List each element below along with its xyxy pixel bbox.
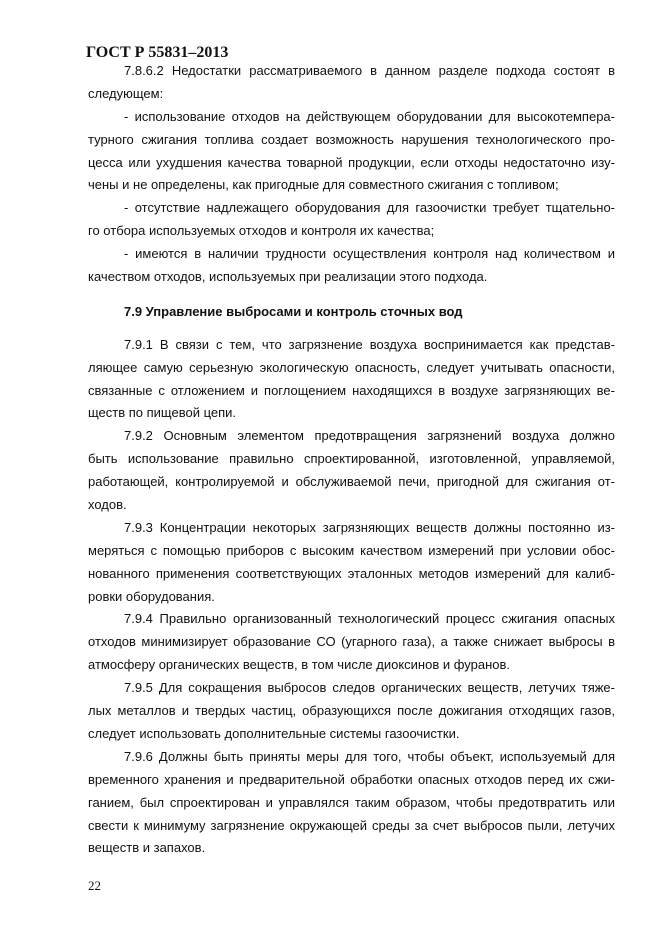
text-line: ществ по пищевой цепи.: [88, 405, 237, 421]
text-line: - отсутствие надлежащего оборудования для газоочистки требует тщательно-: [124, 200, 615, 216]
text-line: лых металлов и твердых частиц, образующихся после дожигания отходящих газов,: [88, 703, 615, 719]
text-line: го отбора используемых отходов и контроля их качества;: [88, 223, 435, 239]
text-line: отходов минимизирует образование СО (угарного газа), а также снижает выбросы в: [88, 634, 615, 650]
text-line: качеством отходов, используемых при реализации этого подхода.: [88, 269, 488, 285]
text-line: 7.9.2 Основным элементом предотвращения загрязнений воздуха должно: [124, 428, 615, 444]
text-line: турного сжигания топлива создает возможность нарушения технологического про-: [88, 131, 615, 147]
text-line: - имеются в наличии трудности осуществления контроля над количеством и: [124, 246, 615, 262]
text-line: 7.9.6 Должны быть приняты меры для того, чтобы объект, используемый для: [124, 748, 615, 764]
text-line: 7.9.5 Для сокращения выбросов следов органических веществ, летучих тяже-: [124, 680, 615, 696]
text-line: связанные с отложением и поглощением находящихся в воздухе загрязняющих ве-: [88, 382, 615, 398]
text-line: следует использовать дополнительные системы газоочистки.: [88, 725, 460, 741]
text-line: веществ и запахов.: [88, 840, 206, 856]
text-line: следующем:: [88, 85, 164, 101]
text-line: - использование отходов на действующем оборудовании для высокотемпера-: [124, 108, 615, 124]
text-line: ровки оборудования.: [88, 588, 215, 604]
document-body: [88, 60, 615, 860]
page-number: 22: [88, 878, 101, 893]
text-line: нованного применения соответствующих эталонных методов измерений для калиб-: [88, 565, 615, 581]
text-line: ганием, был спроектирован и управлялся таким образом, чтобы предотвратить или: [88, 794, 615, 810]
text-line: 7.8.6.2 Недостатки рассматриваемого в данном разделе подхода состоят в: [124, 63, 615, 78]
text-line: временного хранения и предварительной обработки опасных отходов перед их сжи-: [88, 771, 615, 787]
text-line: цесса или ухудшения качества товарной продукции, если отходы недостаточно изу-: [88, 154, 615, 170]
text-line: 7.9.1 В связи с тем, что загрязнение воздуха воспринимается как представ-: [124, 336, 615, 352]
text-line: быть использование правильно спроектированной, изготовленной, управляемой,: [88, 451, 615, 467]
text-line: ходов.: [88, 497, 127, 513]
text-line: чены и не определены, как пригодные для совместного сжигания с топливом;: [88, 177, 559, 193]
text-line: ляющее самую серьезную экологическую опасность, следует учитывать опасности,: [88, 359, 615, 375]
text-line: работающей, контролируемой и обслуживаемой печи, пригодной для сжигания от-: [88, 474, 615, 490]
section-heading: 7.9 Управление выбросами и контроль сточных вод: [124, 303, 463, 319]
text-line: меряться с помощью приборов с высоким качеством измерений при условии обос-: [88, 542, 615, 558]
text-line: 7.9.3 Концентрации некоторых загрязняющих веществ должны постоянно из-: [124, 519, 615, 535]
standard-header: ГОСТ Р 55831–2013: [86, 44, 229, 61]
text-line: 7.9.4 Правильно организованный технологический процесс сжигания опасных: [124, 611, 615, 627]
text-line: свести к минимуму загрязнение окружающей среды за счет выбросов пыли, летучих: [88, 817, 615, 833]
text-line: атмосферу органических веществ, в том числе диоксинов и фуранов.: [88, 657, 511, 673]
